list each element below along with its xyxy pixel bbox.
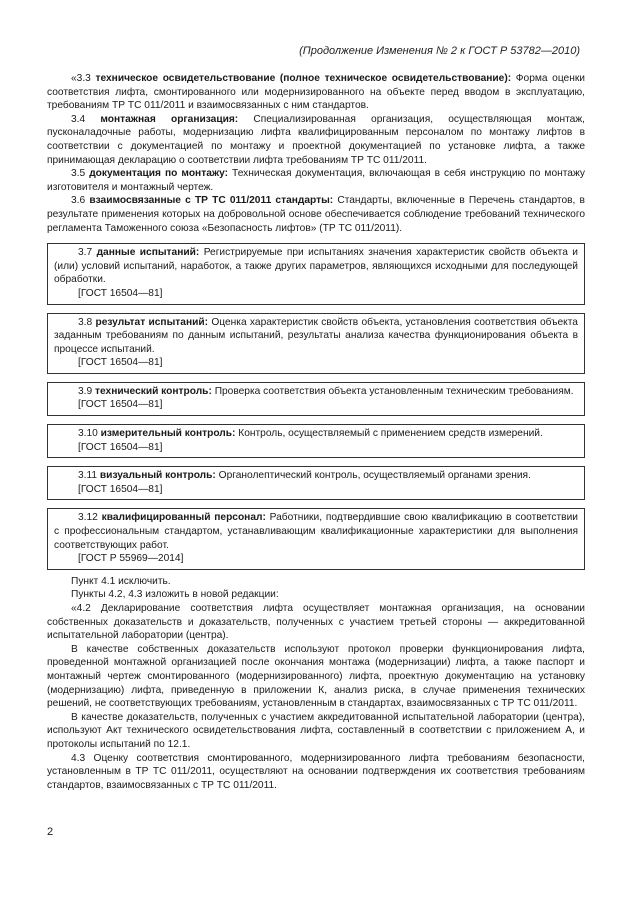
definition-3-4 [47,113,585,167]
definition-number: 3.6 [71,195,86,207]
paragraph: Пункт 4.1 исключить. [71,575,171,587]
boxed-definition-3-10 [47,424,585,458]
amendment-text [47,575,585,793]
paragraph: «4.2 Декларирование соответствия лифта осуществляет монтажная организация, на основании собственных доказательств и доказательств, полученных с участием третьей стороны — аккредитованной испытательной лаборатории (центра). [47,603,585,642]
definition-number: 3.12 [78,512,98,524]
boxed-definition-body [54,427,578,441]
document-body [47,72,585,792]
definition-3-6 [47,194,585,235]
definition-text: Стандарты, включенные в Перечень стандартов, в результате применения которых на добровольной основе обеспечивается соблюдение требований технического регламента Таможенного союза «Безопасность лифтов» (ТР ТС 011/2011). [47,195,585,234]
boxed-definition-body [54,385,578,399]
definition-text: Проверка соответствия объекта установленным техническим требованиям. [214,385,574,397]
boxed-definition-body [54,469,578,483]
definition-term: взаимосвязанные с ТР ТС 011/2011 стандарты: [89,195,334,207]
definition-text: Регистрируемые при испытаниях значения характеристик свойств объекта и (или) условий испытаний, наработок, а также других параметров, являющихся исходными для последующей обработки. [54,247,578,286]
paragraph: 4.3 Оценку соответствия смонтированного, модернизированного лифта требованиям безопасности, установленным в ТР ТС 011/2011, осуществляют на основании подтверждения их соответствия требованиям стандартов, взаимосвязанных с ТР ТС 011/2011. [47,752,585,791]
definition-number: 3.9 [78,385,93,397]
definition-term: квалифицированный персонал: [101,512,266,524]
page-number: 2 [47,826,54,838]
definition-number: 3.5 [71,168,86,180]
definition-term: техническое освидетельствование (полное техническое освидетельствование): [95,73,512,84]
boxed-definition-body [54,246,578,287]
definition-term: документация по монтажу: [89,168,229,180]
definition-text: Форма оценки соответствия лифта, смонтированного или модернизированного на объекте перед вводом в эксплуатацию, требованиям ТР ТС 011/2011 и взаимосвязанных с ним стандартов. [47,73,585,112]
boxed-definition-3-11 [47,466,585,500]
boxed-definition-3-7 [47,243,585,304]
boxed-definition-body [54,511,578,552]
definition-number: 3.4 [71,113,86,125]
standard-reference: [ГОСТ Р 55969—2014] [78,553,184,565]
boxed-definition-3-12 [47,508,585,569]
definition-term: монтажная организация: [100,113,239,125]
definition-3-3 [47,72,585,113]
definition-number: 3.11 [78,470,98,482]
definition-text: Техническая документация, включающая в себя инструкцию по монтажу изготовителя и монтажный чертеж. [47,168,585,193]
definition-3-5 [47,167,585,194]
paragraph: В качестве доказательств, полученных с участием аккредитованной испытательной лаборатории (центра), используют Акт технического освидетельствования лифта, составленный в соответствии с приложением А, и протоколы испытаний по 12.1. [47,711,585,750]
definition-term: измерительный контроль: [100,428,236,440]
definition-number: 3.7 [78,247,93,259]
standard-reference: [ГОСТ 16504—81] [78,287,163,299]
definition-text: Оценка характеристик свойств объекта, установления соответствия объекта заданным требованиям по данным испытаний, результаты анализа качества функционирования объекта в процессе испытаний. [54,316,578,355]
standard-reference: [ГОСТ 16504—81] [78,483,163,495]
definition-term: результат испытаний: [95,316,209,328]
standard-reference: [ГОСТ 16504—81] [78,357,163,369]
standard-reference: [ГОСТ 16504—81] [78,441,163,453]
definition-term: данные испытаний: [96,247,200,259]
paragraph: В качестве собственных доказательств используют протокол проверки функционирования лифта, проведенной монтажной организацией после окончания монтажа (модернизации) лифта, а также паспорт и монтажный чертеж смонтированного (модернизированного) лифта, проектную документацию на установку (модернизацию) лифта, приведенную в приложении К, анализ риска, в случае применения технических решений, не соответствующих требованиям, установленным в стандартах, взаимосвязанных с ТР ТС 011/2011. [47,643,585,710]
paragraph: Пункты 4.2, 4.3 изложить в новой редакции: [71,589,279,601]
definition-term: визуальный контроль: [99,470,216,482]
definition-number: «3.3 [71,73,91,84]
boxed-definition-3-9 [47,382,585,416]
definition-text: Органолептический контроль, осуществляемый органами зрения. [218,470,531,482]
definition-text: Работники, подтвердившие свою квалификацию в соответствии с профессиональным стандартом, устанавливающим квалификационные характеристики для выполнения соответствующих работ. [54,512,578,551]
boxed-definition-body [54,316,578,357]
boxed-definition-3-8 [47,313,585,374]
definition-text: Специализированная организация, осуществляющая монтаж, пусконаладочные работы, модернизацию лифта квалифицированным персоналом по монтажу лифтов в соответствии с документацией по монтажу и проектной документацией по установке лифта, а также принимающая декларацию о соответствии лифта требованиям ТР ТС 011/2011. [47,113,585,166]
definition-text: Контроль, осуществляемый с применением средств измерений. [238,428,543,440]
definition-term: технический контроль: [95,385,212,397]
page-header: (Продолжение Изменения № 2 к ГОСТ Р 53782—2010) [299,45,580,57]
standard-reference: [ГОСТ 16504—81] [78,399,163,411]
definition-number: 3.8 [78,316,93,328]
definition-number: 3.10 [78,428,98,440]
